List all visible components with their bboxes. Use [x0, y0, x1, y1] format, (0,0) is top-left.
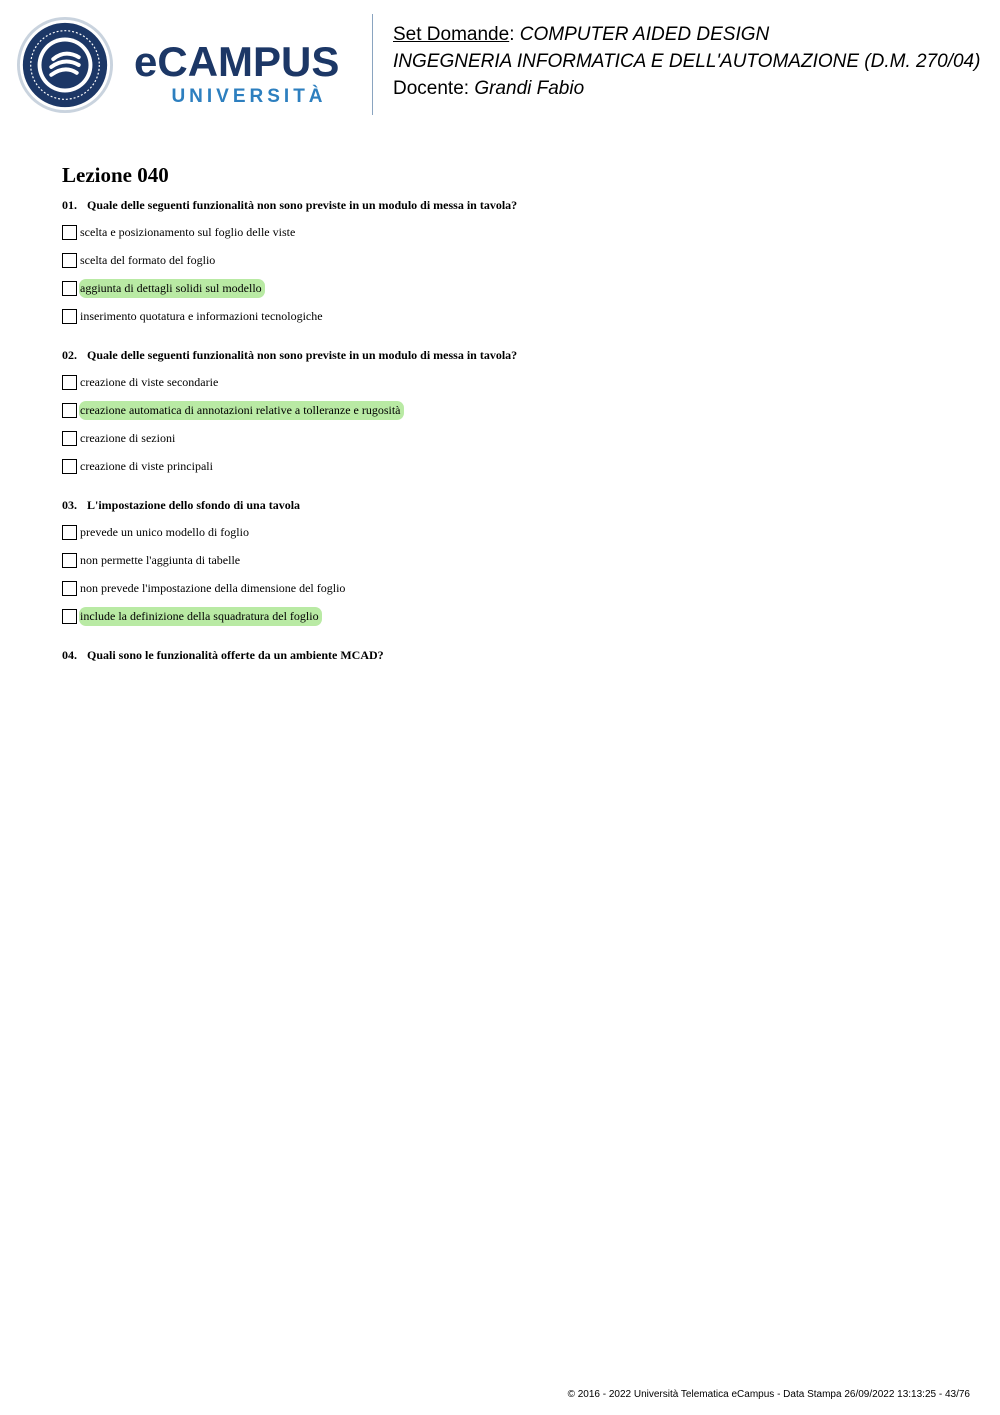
brand-subtitle: UNIVERSITÀ: [171, 86, 327, 107]
answer-checkbox[interactable]: [62, 581, 77, 596]
answer-text: scelta e posizionamento sul foglio delle viste: [80, 224, 296, 239]
answer-option[interactable]: [62, 274, 962, 302]
lesson-content: [62, 160, 962, 668]
answer-checkbox[interactable]: [62, 459, 77, 474]
answer-checkbox[interactable]: [62, 609, 77, 624]
question-label: Quali sono le funzionalità offerte da un ambiente MCAD?: [87, 648, 384, 662]
answer-text: inserimento quotatura e informazioni tecnologiche: [80, 308, 323, 323]
question-label: Quale delle seguenti funzionalità non sono previste in un modulo di messa in tavola?: [87, 348, 518, 362]
question-label: L'impostazione dello sfondo di una tavola: [87, 498, 301, 512]
brand-name: eCAMPUS: [134, 38, 340, 85]
ecampus-seal-logo: [16, 16, 114, 114]
answer-option[interactable]: [62, 452, 962, 480]
answer-option[interactable]: [62, 518, 962, 546]
page-footer: © 2016 - 2022 Università Telematica eCampus - Data Stampa 26/09/2022 13:13:25 - 43/76: [567, 1389, 970, 1400]
question-number: 01.: [62, 198, 77, 212]
answer-option[interactable]: [62, 396, 962, 424]
question-number: 03.: [62, 498, 77, 512]
lesson-title: Lezione 040: [62, 163, 169, 187]
answer-text: creazione di sezioni: [80, 430, 176, 445]
question-block: [62, 346, 962, 480]
answer-option[interactable]: [62, 302, 962, 330]
answer-checkbox[interactable]: [62, 225, 77, 240]
answer-option[interactable]: [62, 574, 962, 602]
answer-option[interactable]: [62, 602, 962, 630]
course-line: [393, 21, 980, 48]
answer-text-correct: creazione automatica di annotazioni relative a tolleranze e rugosità: [79, 401, 404, 420]
course-name: COMPUTER AIDED DESIGN: [519, 24, 770, 45]
answer-checkbox[interactable]: [62, 375, 77, 390]
question-number: 02.: [62, 348, 77, 362]
question-list: [62, 196, 962, 664]
answer-text: non permette l'aggiunta di tabelle: [80, 552, 241, 567]
question-number: 04.: [62, 648, 77, 662]
header-divider: [372, 14, 373, 115]
answer-checkbox[interactable]: [62, 281, 77, 296]
header-info: [393, 21, 980, 102]
answer-checkbox[interactable]: [62, 309, 77, 324]
degree-name: INGEGNERIA INFORMATICA E DELL'AUTOMAZIONE (D.M. 270/04): [393, 51, 981, 72]
answer-checkbox[interactable]: [62, 525, 77, 540]
ecampus-wordmark: [134, 40, 356, 108]
teacher-line: [393, 75, 980, 102]
answer-text-correct: aggiunta di dettagli solidi sul modello: [79, 279, 265, 298]
answer-checkbox[interactable]: [62, 253, 77, 268]
answer-text: non prevede l'impostazione della dimensione del foglio: [80, 580, 346, 595]
question-text: [62, 646, 962, 664]
answer-text: creazione di viste secondarie: [80, 374, 219, 389]
answer-text: creazione di viste principali: [80, 458, 213, 473]
set-label: Set Domande: [393, 24, 510, 45]
question-block: [62, 496, 962, 630]
answer-option[interactable]: [62, 546, 962, 574]
answer-text: prevede un unico modello di foglio: [80, 524, 249, 539]
degree-line: [393, 48, 980, 75]
answer-option[interactable]: [62, 424, 962, 452]
set-separator: :: [509, 24, 520, 45]
answer-checkbox[interactable]: [62, 403, 77, 418]
answer-option[interactable]: [62, 218, 962, 246]
answer-option[interactable]: [62, 368, 962, 396]
question-text: [62, 196, 962, 214]
teacher-label: Docente:: [393, 78, 475, 99]
teacher-name: Grandi Fabio: [474, 78, 585, 99]
question-label: Quale delle seguenti funzionalità non sono previste in un modulo di messa in tavola?: [87, 198, 518, 212]
question-block: [62, 196, 962, 330]
answer-checkbox[interactable]: [62, 553, 77, 568]
question-text: [62, 496, 962, 514]
answer-text-correct: include la definizione della squadratura del foglio: [79, 607, 322, 626]
question-text: [62, 346, 962, 364]
answer-checkbox[interactable]: [62, 431, 77, 446]
question-block: [62, 646, 962, 664]
answer-text: scelta del formato del foglio: [80, 252, 216, 267]
answer-option[interactable]: [62, 246, 962, 274]
